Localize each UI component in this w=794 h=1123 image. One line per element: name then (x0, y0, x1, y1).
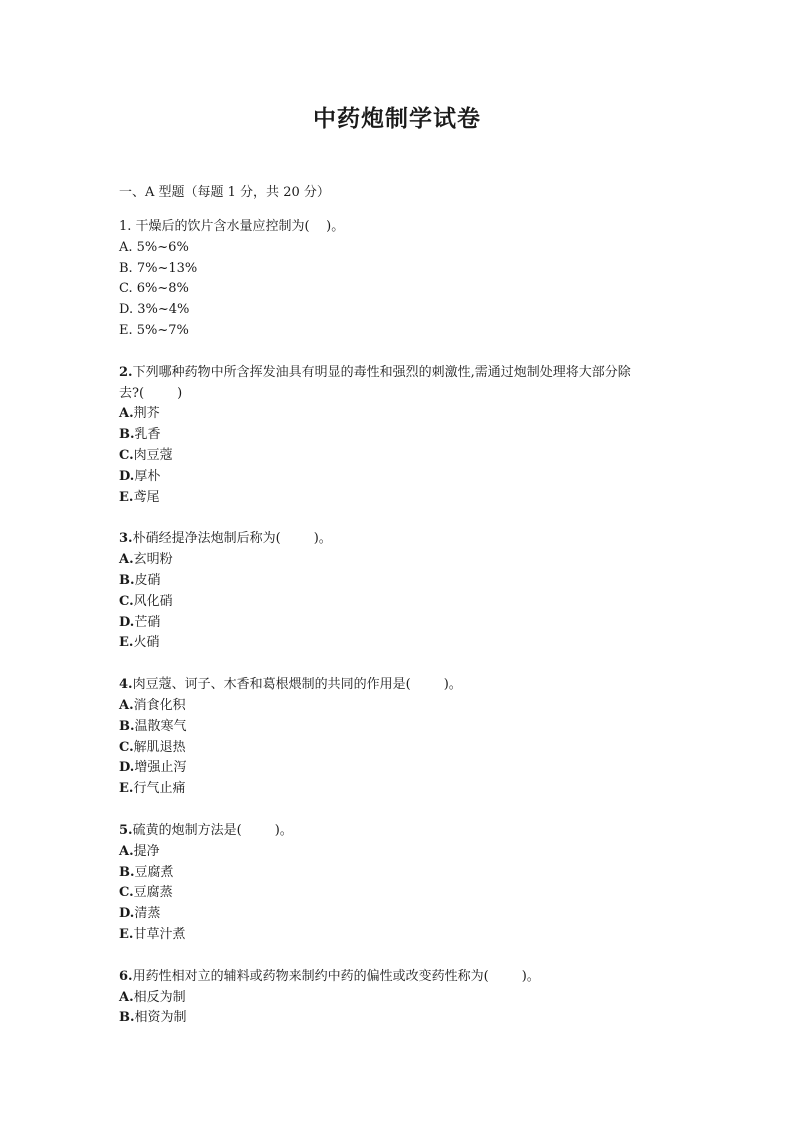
question-text: 朴硝经提净法炮制后称为( )。 (132, 531, 332, 547)
question-6 (119, 967, 699, 1029)
option-text: 风化硝 (133, 593, 173, 609)
option-text: 相资为制 (134, 1010, 187, 1026)
option-a (119, 404, 699, 425)
question-text: 肉豆蔻、诃子、木香和葛根煨制的共同的作用是( )。 (132, 677, 462, 693)
option-c (119, 446, 699, 467)
option-text: 甘草汁煮 (133, 926, 186, 942)
option-letter: A. (119, 552, 134, 568)
option-letter: D. (119, 906, 135, 922)
question-number: 3. (119, 531, 133, 547)
option-text: 荆芥 (133, 406, 160, 422)
option-text: 增强止泻 (134, 760, 187, 776)
option-text: 3%~4% (133, 302, 190, 318)
option-letter: E. (119, 926, 134, 942)
option-letter: C. (119, 885, 134, 901)
option-letter: A. (119, 697, 134, 713)
option-letter: D. (119, 302, 134, 318)
option-b (119, 863, 699, 884)
option-letter: B. (119, 1010, 135, 1026)
option-text: 肉豆蔻 (133, 447, 173, 463)
option-d (119, 467, 699, 488)
option-letter: A. (119, 843, 134, 859)
question-text: 干燥后的饮片含水量应控制为( )。 (131, 219, 345, 234)
question-stem (119, 217, 699, 238)
option-text: 乳香 (134, 427, 161, 443)
option-a (119, 842, 699, 863)
option-text: 芒硝 (134, 614, 161, 630)
question-number: 6. (119, 968, 133, 984)
option-text: 5%~7% (132, 322, 189, 338)
option-b (119, 259, 699, 280)
option-text: 5%~6% (132, 239, 189, 255)
option-text: 消食化积 (133, 697, 186, 713)
question-number: 5. (119, 822, 133, 838)
option-text: 温散寒气 (134, 718, 187, 734)
option-text: 豆腐煮 (134, 864, 174, 880)
question-number: 1. (119, 219, 132, 234)
option-a (119, 696, 699, 717)
option-letter: B. (119, 427, 135, 443)
option-e (119, 779, 699, 800)
option-c (119, 592, 699, 613)
option-e (119, 633, 699, 654)
option-letter: C. (119, 593, 134, 609)
option-letter: E. (119, 489, 134, 505)
option-text: 提净 (133, 843, 160, 859)
option-a (119, 550, 699, 571)
question-1 (119, 217, 699, 342)
option-letter: B. (119, 260, 133, 276)
option-text: 清蒸 (134, 906, 161, 922)
option-d (119, 613, 699, 634)
question-text: 硫黄的炮制方法是( )。 (132, 822, 293, 838)
option-text: 7%~13% (132, 260, 198, 276)
option-d (119, 758, 699, 779)
option-b (119, 717, 699, 738)
question-text: 用药性相对立的辅料或药物来制约中药的偏性或改变药性称为( )。 (132, 968, 540, 984)
question-text: 下列哪种药物中所含挥发油具有明显的毒性和强烈的刺激性,需通过炮制处理将大部分除 (132, 364, 631, 380)
option-text: 皮硝 (134, 572, 161, 588)
option-text: 6%~8% (132, 281, 189, 297)
question-stem (119, 529, 699, 550)
option-b (119, 571, 699, 592)
option-letter: E. (119, 322, 133, 338)
option-a (119, 988, 699, 1009)
option-letter: D. (119, 760, 135, 776)
option-text: 解肌退热 (133, 739, 186, 755)
option-letter: B. (119, 718, 135, 734)
option-text: 鸢尾 (133, 489, 160, 505)
option-letter: A. (119, 239, 133, 255)
option-letter: C. (119, 447, 134, 463)
question-stem-continued: 去?( ) (119, 385, 183, 401)
question-stem (119, 821, 699, 842)
option-text: 火硝 (133, 635, 160, 651)
page-title: 中药炮制学试卷 (313, 105, 481, 132)
option-letter: A. (119, 989, 134, 1005)
option-a (119, 238, 699, 259)
question-number: 2. (119, 364, 133, 380)
question-5 (119, 821, 699, 946)
option-letter: B. (119, 864, 135, 880)
option-letter: A. (119, 406, 134, 422)
option-letter: E. (119, 781, 134, 797)
option-text: 玄明粉 (133, 552, 173, 568)
option-text: 相反为制 (133, 989, 186, 1005)
option-d (119, 300, 699, 321)
option-b (119, 425, 699, 446)
question-stem (119, 967, 699, 988)
option-e (119, 321, 699, 342)
option-letter: B. (119, 572, 135, 588)
option-c (119, 883, 699, 904)
option-text: 豆腐蒸 (133, 885, 173, 901)
option-c (119, 738, 699, 759)
option-letter: D. (119, 468, 135, 484)
question-stem (119, 675, 699, 696)
option-text: 行气止痛 (133, 781, 186, 797)
question-stem (119, 363, 699, 384)
section-heading: 一、A 型题（每题 1 分，共 20 分） (119, 185, 330, 200)
option-d (119, 904, 699, 925)
question-3 (119, 529, 699, 654)
option-letter: C. (119, 281, 133, 297)
option-letter: D. (119, 614, 135, 630)
question-4 (119, 675, 699, 800)
option-letter: C. (119, 739, 134, 755)
option-c (119, 279, 699, 300)
question-number: 4. (119, 677, 133, 693)
question-2 (119, 363, 699, 509)
option-text: 厚朴 (134, 468, 161, 484)
option-b (119, 1008, 699, 1029)
option-e (119, 925, 699, 946)
option-e (119, 488, 699, 509)
question-list (119, 217, 699, 1050)
option-letter: E. (119, 635, 134, 651)
